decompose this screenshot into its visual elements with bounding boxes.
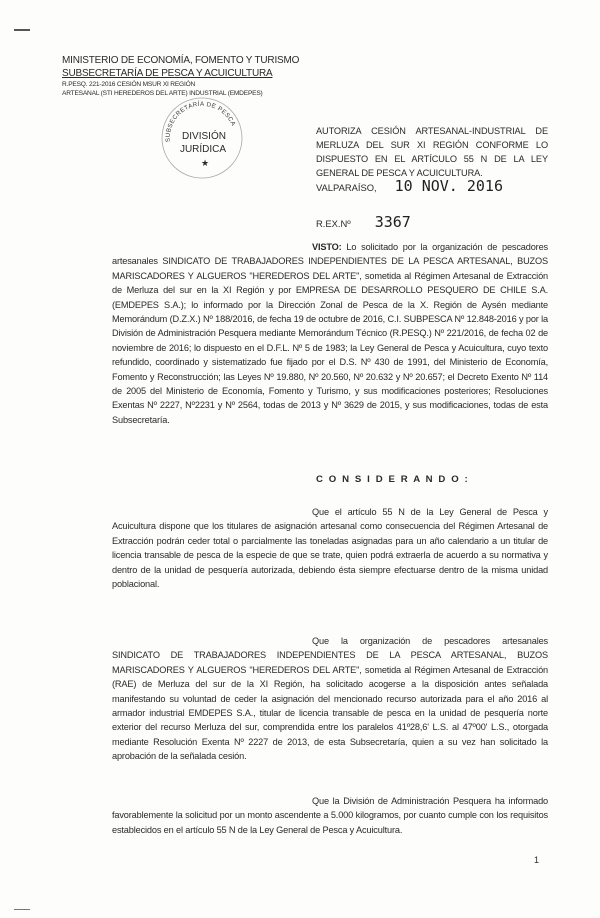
considerando-text: Que la organización de pescadores artesanales SINDICATO DE TRABAJADORES INDEPENDIENTES DE LA PESCA ARTESANAL, BUZOS MARISCADORES Y ALGUEROS "HEREDEROS DEL ARTE", sometida al Régimen Artesanal de Extracción (RAE) de Merluza del sur de la XI Región, ha solicitado acogerse a la disposición antes señalada manifestando su voluntad de ceder la asignación del mencionado recurso autorizada para el año 2016 al armador industrial EMDEPES S.A., titular de licencia transable de pesca en la unidad de pesquería norte exterior del recurso Merluza del sur, comprendida entre los paralelos 41º28,6' L.S. al 47º00' L.S., otorgada mediante Resolución Exenta Nº 2227 de 2013, de esta Subsecretaría, quien a su vez han solicitado la aprobación de la señalada cesión. xyxy=(112,636,548,762)
page-number: 1 xyxy=(534,855,540,865)
letterhead xyxy=(62,55,322,97)
ministry-name: MINISTERIO DE ECONOMÍA, FOMENTO Y TURISMO xyxy=(62,55,300,66)
visto-paragraph xyxy=(112,240,548,427)
resolution-subject: AUTORIZA CESIÓN ARTESANAL-INDUSTRIAL DE MERLUZA DEL SUR XI REGIÓN CONFORME LO DISPUESTO EN EL ARTÍCULO 55 N DE LA LEY GENERAL DE PESCA Y ACUICULTURA. xyxy=(316,126,548,178)
scan-mark xyxy=(14,29,30,31)
stamp-juridica: JURÍDICA xyxy=(179,144,227,155)
scan-mark xyxy=(14,909,30,910)
considerando-paragraph xyxy=(112,634,548,764)
rex-label: R.EX.Nº xyxy=(316,218,351,229)
date-value: 10 NOV. 2016 xyxy=(394,177,503,195)
date-place: VALPARAÍSO, xyxy=(316,182,377,193)
considerando-text: Que el artículo 55 N de la Ley General de Pesca y Acuicultura dispone que los titulares de asignación artesanal como consecuencia del Régimen Artesanal de Extracción podrán ceder total o parcialmente las toneladas asignadas para un año calendario a un titular de licencia transable de pesca de la especie de que se trate, quien podrá extraerla de acuerdo a su normativa y dentro de la unidad de pesquería autorizada, debiendo ésta siempre efectuarse dentro de la misma unidad poblacional. xyxy=(112,507,548,590)
stamp-division: DIVISIÓN xyxy=(182,131,226,142)
considerando-paragraph xyxy=(112,505,548,591)
subsecretaria-name: SUBSECRETARÍA DE PESCA Y ACUICULTURA xyxy=(62,68,273,79)
resolution-number-line xyxy=(316,213,411,231)
considerando-text: Que la División de Administración Pesquera ha informado favorablemente la solicitud por un monto ascendente a 5.000 kilogramos, por cuanto cumple con los requisitos establecidos en el artículo 55 N de la Ley General de Pesca y Acuicultura. xyxy=(112,796,548,835)
division-juridica-stamp xyxy=(160,96,244,180)
reference-line: R.PESQ. 221-2016 CESIÓN MSUR XI REGIÓN xyxy=(62,81,196,88)
date-line xyxy=(316,177,503,195)
reference-line: ARTESANAL (STI HEREDEROS DEL ARTE) INDUSTRIAL (EMDEPES) xyxy=(62,90,263,97)
visto-text: Lo solicitado por la organización de pescadores artesanales SINDICATO DE TRABAJADORES INDEPENDIENTES DE LA PESCA ARTESANAL, BUZOS MARISCADORES Y ALGUEROS "HEREDEROS DEL ARTE", sometida al Régimen Artesanal de Extracción de Merluza del sur en la XI Región y por EMPRESA DE DESARROLLO PESQUERO DE CHILE S.A. (EMDEPES S.A.); lo informado por la Dirección Zonal de Pesca de la X. Región de Aysén mediante Memorándum (D.Z.X.) Nº 188/2016, de fecha 19 de octubre de 2016, C.I. SUBPESCA Nº 12.848-2016 y por la División de Administración Pesquera mediante Memorándum Técnico (R.PESQ.) Nº 221/2016, de fecha 02 de noviembre de 2016; lo dispuesto en el D.F.L. Nº 5 de 1983; la Ley General de Pesca y Acuicultura, cuyo texto refundido, coordinado y sistematizado fue fijado por el D.S. Nº 430 de 1991, del Ministerio de Economía, Fomento y Reconstrucción; las Leyes Nº 19.880, Nº 20.560, Nº 20.632 y Nº 20.657; el Decreto Exento Nº 114 de 2005 del Ministerio de Economía, Fomento y Turismo, y sus modificaciones posteriores; Resoluciones Exentas Nº 2227, Nº2231 y Nº 2564, todas de 2013 y Nº 3629 de 2015, y sus modificaciones, todas de esta Subsecretaría. xyxy=(112,242,548,425)
rex-number: 3367 xyxy=(374,213,411,231)
considerando-heading: C O N S I D E R A N D O : xyxy=(316,474,470,485)
stamp-arc-text: SUBSECRETARÍA DE PESCA xyxy=(164,100,237,143)
star-icon: ★ xyxy=(200,158,210,168)
considerando-paragraph xyxy=(112,794,548,837)
visto-label: VISTO: xyxy=(312,242,342,252)
